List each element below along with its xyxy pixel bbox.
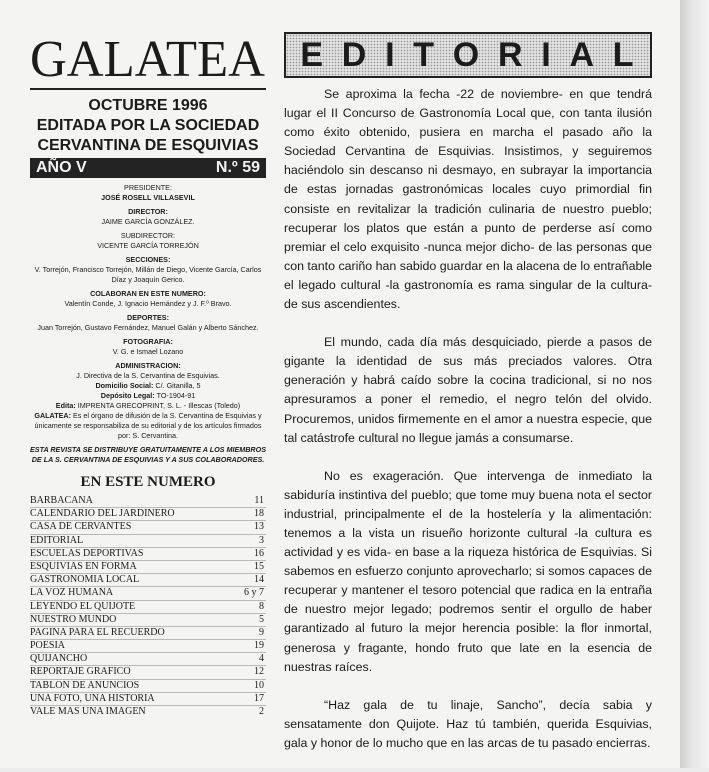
banner-letter: I: [385, 35, 397, 74]
masthead-title: GALATEA: [30, 31, 265, 88]
banner-letter: R: [497, 35, 525, 74]
credit-value: Juan Torrejón, Gustavo Fernández, Manuel Galán y Alberto Sánchez.: [37, 323, 259, 332]
editorial-banner: [284, 32, 652, 78]
banner-letter: E: [300, 35, 326, 74]
publisher-line-1: EDITADA POR LA SOCIEDAD: [36, 117, 260, 134]
toc-item-page: 5: [259, 613, 264, 625]
toc-item-page: 17: [254, 692, 264, 704]
toc-item-page: 11: [254, 495, 264, 506]
credit-value: C/. Gitanilla, 5: [155, 381, 201, 390]
credits-block: [30, 183, 266, 465]
editorial-text: [284, 85, 652, 753]
toc-item-label: LEYENDO EL QUIJOTE: [30, 600, 136, 612]
credit-label: FOTOGRAFIA:: [123, 337, 173, 346]
credit-line: [30, 401, 266, 411]
credit-line: [30, 411, 266, 441]
toc-item-page: 9: [259, 626, 264, 638]
toc-item-page: 3: [259, 534, 264, 546]
toc-row: [30, 535, 266, 548]
credit-value: V. G. e Ismael Lozano: [112, 347, 184, 356]
toc-row: [30, 693, 266, 706]
toc-item-label: PAGINA PARA EL RECUERDO: [30, 626, 165, 638]
toc-item-page: 16: [254, 547, 264, 559]
distribution-notice: ESTA REVISTA SE DISTRIBUYE GRATUITAMENTE A LOS MIEMBROS DE LA S. CERVANTINA DE ESQUIVIAS Y A SUS COLABORADORES.: [30, 445, 266, 464]
toc-item-label: BARBACANA: [30, 495, 93, 506]
banner-letter: I: [541, 35, 553, 74]
credit-value: JAIME GARCÍA GONZÁLEZ.: [101, 217, 195, 226]
toc-item-label: CASA DE CERVANTES: [30, 521, 132, 533]
toc-row: [30, 561, 266, 574]
editorial-paragraph: “Haz gala de tu linaje, Sancho”, decía sabia y sensatamente don Quijote. Haz tú también, querida Esquivias, gala y honor de lo mucho que en las arcas de tu pasado encierras.: [284, 697, 652, 750]
left-column: [30, 31, 266, 718]
masthead-rule: [30, 88, 266, 90]
credit-label: PRESIDENTE:: [124, 183, 172, 192]
toc-item-label: UNA FOTO, UNA HISTORIA: [30, 692, 155, 704]
credit-value: IMPRENTA GRECOPRINT, S. L. - Illescas (Toledo): [77, 401, 241, 410]
credit-value: TO-1904-91: [156, 391, 196, 400]
toc-row: [30, 706, 266, 718]
toc-item-page: 2: [259, 706, 264, 717]
toc-item-page: 10: [254, 679, 264, 691]
toc-item-page: 13: [254, 521, 264, 533]
banner-letter: T: [413, 35, 437, 74]
toc-item-label: NUESTRO MUNDO: [30, 613, 117, 625]
credit-label: Depósito Legal:: [100, 391, 155, 400]
toc-row: [30, 666, 266, 679]
credit-value: JOSÉ ROSELL VILLASEVIL: [101, 193, 195, 202]
banner-letter: D: [341, 35, 369, 74]
banner-letter: O: [452, 35, 482, 74]
editorial-paragraph: El mundo, cada día más desquiciado, pierde a pasos de gigante la identidad de sus más preciados valores. Otra generación y habrá caído sobre la cocina tradicional, si no nos apresuramos a poner el remedio, el negro telón del olvido. Procuremos, unidos firmemente en el amor a nuestra especie, que tal catástrofe cultural no llegue jamás a consumarse.: [284, 335, 652, 445]
credit-label: Edita:: [55, 401, 76, 410]
toc-row: [30, 640, 266, 653]
toc-row: [30, 587, 266, 600]
toc-item-page: 15: [254, 560, 264, 572]
banner-letter: L: [612, 35, 636, 74]
issue-date: OCTUBRE 1996: [88, 97, 208, 114]
page-edge: [680, 0, 709, 768]
publisher-line-2: CERVANTINA DE ESQUIVIAS: [37, 137, 259, 154]
table-of-contents: [30, 495, 266, 718]
toc-row: [30, 680, 266, 693]
toc-row: [30, 521, 266, 534]
credit-label: DEPORTES:: [127, 313, 169, 322]
banner-letter: A: [569, 35, 597, 74]
editorial-paragraph: No es exageración. Que intervenga de inmediato la sabiduría instintiva del pueblo; que tome muy buena nota el sector industrial, principalmente el de la hostelería y la alimentación: tenemos a la vista un risueño horizonte cultural -la cultura es actividad y es vida- en base a la riqueza histórica de Esquivias. Si sabemos en esfuerzo conjunto aprovecharlo; si somos capaces de recuperar y mantener el tesoro potencial que radica en la entraña de nuestro mejor legado; podremos sentir el orgullo de haber garantizado al futuro la mejor herencia posible: la flor inmortal, generosa y fragante, hondo fruto que late en la esencia de nuestras raíces.: [284, 468, 652, 674]
toc-item-page: 6 y 7: [244, 587, 264, 599]
toc-row: [30, 601, 266, 614]
credit-label: SUBDIRECTOR:: [120, 231, 176, 240]
toc-row: [30, 653, 266, 666]
toc-item-label: POESIA: [30, 640, 66, 652]
toc-item-label: GASTRONOMIA LOCAL: [30, 574, 140, 586]
toc-item-page: 18: [254, 508, 264, 520]
toc-row: [30, 574, 266, 587]
credit-label: COLABORAN EN ESTE NUMERO:: [90, 289, 206, 298]
toc-row: [30, 614, 266, 627]
toc-item-label: ESCUELAS DEPORTIVAS: [30, 547, 144, 559]
toc-item-label: TABLON DE ANUNCIOS: [30, 679, 140, 691]
issue-year: AÑO V: [36, 159, 87, 176]
issue-bar: [30, 158, 266, 178]
credit-value: V. Torrejón, Francisco Torrejón, Millán de Diego, Vicente García, Carlos Díaz y Joaquín Gerico.: [34, 265, 262, 284]
toc-item-page: 19: [254, 640, 264, 652]
toc-item-page: 4: [259, 653, 264, 665]
credit-value: VICENTE GARCÍA TORREJÓN: [97, 241, 199, 250]
editorial-paragraph: Se aproxima la fecha -22 de noviembre- en que tendrá lugar el II Concurso de Gastronomía Local que, con tanta ilusión como éxito obtenido, pusiera en marcha el pasado año la Sociedad Cervantina de Esquivias. Insistimos, y seguiremos haciéndolo sin descanso ni desmayo, en subrayar la importancia de estas jornadas gastronómicas locales cuyo primordial fin consiste en revitalizar la tradición culinaria de nuestro pueblo; recuperar los platos que están a punto de perderse así como premiar el celo exquisito -nunca mejor dicho- de las personas que con tanto cariño han sabido guardar en la alacena de lo entrañable el legado cultural -la gastronomía es rama singular de la cultura- de sus ascendientes.: [284, 87, 652, 312]
credit-label: GALATEA:: [34, 411, 71, 420]
toc-item-label: VALE MAS UNA IMAGEN: [30, 706, 146, 717]
toc-item-label: LA VOZ HUMANA: [30, 587, 114, 599]
issue-number: N.º 59: [215, 159, 260, 176]
toc-item-label: ESQUIVIAS EN FORMA: [30, 560, 137, 572]
toc-item-label: REPORTAJE GRAFICO: [30, 666, 131, 678]
toc-item-label: CALENDARIO DEL JARDINERO: [30, 508, 175, 520]
toc-row: [30, 495, 266, 508]
toc-item-label: EDITORIAL: [30, 534, 84, 546]
toc-item-page: 8: [259, 600, 264, 612]
credit-label: Domicilio Social:: [95, 381, 154, 390]
toc-item-page: 14: [254, 574, 264, 586]
credit-label: ADMINISTRACION:: [115, 361, 181, 370]
credit-label: DIRECTOR:: [128, 207, 168, 216]
toc-title: EN ESTE NUMERO: [80, 474, 216, 490]
toc-row: [30, 508, 266, 521]
credit-line: [30, 381, 266, 391]
credit-value: Es el órgano de difusión de la S. Cervantina de Esquivias y únicamente se responsabiliza de su editorial y de los artículos firmados por: S. Cervantina.: [34, 411, 262, 440]
credit-line: [30, 391, 266, 401]
toc-item-page: 12: [254, 666, 264, 678]
credit-label: SECCIONES:: [125, 255, 171, 264]
credit-value: J. Directiva de la S. Cervantina de Esquivias.: [76, 371, 220, 380]
editorial-column: [284, 32, 652, 772]
credit-value: Valentín Conde, J. Ignacio Hernández y J. F.º Bravo.: [64, 299, 232, 308]
toc-item-label: QUIJANCHO: [30, 653, 88, 665]
toc-row: [30, 548, 266, 561]
toc-row: [30, 627, 266, 640]
